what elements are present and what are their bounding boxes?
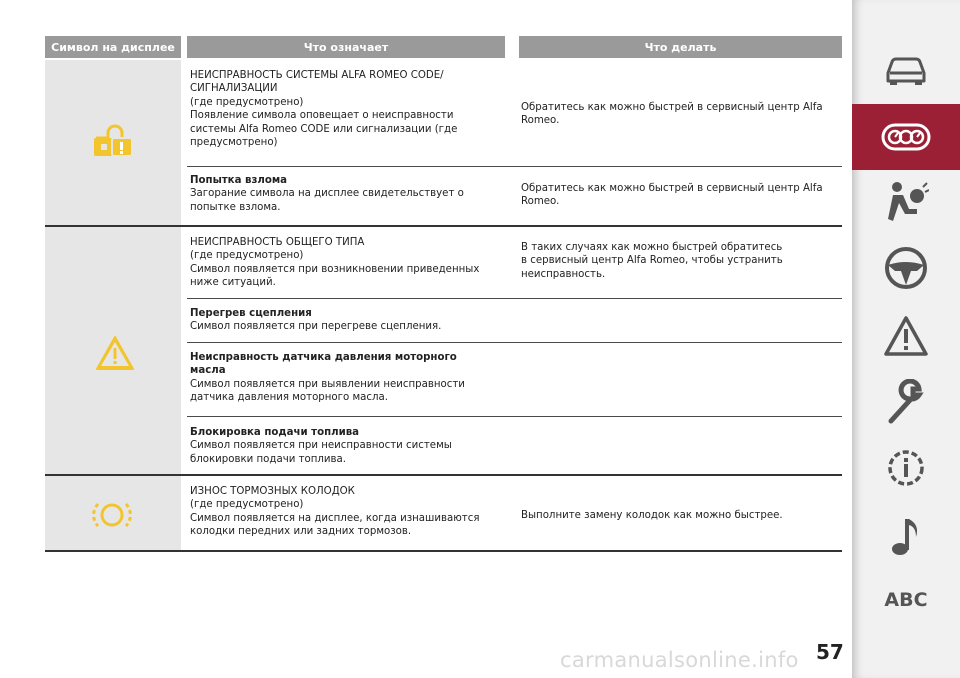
row-security-line: системы Alfa Romeo CODE или сигнализации (где — [190, 123, 458, 135]
info-gear-icon[interactable] — [876, 438, 936, 498]
row-divider — [187, 298, 842, 299]
row-oil-sensor-title: масла — [190, 365, 226, 377]
row-fuel-cutoff-line: Символ появляется при неисправности системы — [190, 440, 452, 452]
row-general-line: Символ появляется при возникновении приведенных — [190, 263, 480, 275]
page-number: 57 — [816, 640, 844, 664]
row-divider — [187, 166, 842, 167]
row-security-title: НЕИСПРАВНОСТЬ СИСТЕМЫ ALFA ROMEO CODE/СИГНАЛИЗАЦИИ — [190, 70, 444, 95]
index-abc-link[interactable]: ABC — [884, 589, 928, 611]
group-divider — [45, 225, 842, 227]
row-general-line: (где предусмотрено) — [190, 250, 304, 262]
steering-wheel-icon[interactable] — [876, 238, 936, 298]
row-brake-line: (где предусмотрено) — [190, 499, 304, 511]
car-icon[interactable] — [876, 40, 936, 100]
chapter-sidebar — [852, 0, 960, 678]
row-break-in-line: попытке взлома. — [190, 201, 281, 213]
row-brake-line: Символ появляется на дисплее, когда изнашиваются — [190, 512, 480, 524]
header-action: Что делать — [519, 36, 842, 58]
row-general-action-line: неисправность. — [521, 268, 606, 280]
group-divider — [45, 474, 842, 476]
brake-pad-wear-icon — [88, 498, 136, 532]
header-meaning: Что означает — [187, 36, 505, 58]
row-security-line: (где предусмотрено) — [190, 96, 304, 108]
row-brake-meaning — [190, 485, 508, 539]
row-break-in-meaning — [190, 174, 508, 214]
row-clutch-meaning — [190, 307, 508, 334]
row-brake-title: ИЗНОС ТОРМОЗНЫХ КОЛОДОК — [190, 486, 355, 497]
row-break-in-title: Попытка взлома — [190, 175, 288, 186]
row-general-action-line: в сервисный центр Alfa Romeo, чтобы устранить — [521, 255, 783, 267]
row-oil-sensor-line: Символ появляется при выявлении неисправности — [190, 378, 465, 390]
warning-triangle-icon — [95, 335, 135, 371]
dashboard-icon[interactable] — [852, 104, 960, 170]
row-general-action — [521, 241, 843, 281]
row-brake-action: Выполните замену колодок как можно быстрее. — [521, 510, 783, 521]
row-clutch-line: Символ появляется при перегреве сцепления. — [190, 321, 442, 333]
lock-warning-icon — [90, 124, 136, 160]
table-bottom-border — [45, 550, 842, 552]
row-divider — [187, 342, 842, 343]
row-general-title: НЕИСПРАВНОСТЬ ОБЩЕГО ТИПА — [190, 237, 365, 248]
row-oil-sensor-line: датчика давления моторного масла. — [190, 392, 389, 404]
row-general-line: ниже ситуаций. — [190, 277, 276, 289]
row-fuel-cutoff-meaning — [190, 426, 508, 466]
row-oil-sensor-meaning — [190, 351, 508, 405]
row-security-line: предусмотрено) — [190, 137, 278, 149]
row-brake-line: колодки передних или задних тормозов. — [190, 526, 412, 538]
row-security-meaning — [190, 69, 508, 149]
warning-triangle-icon[interactable] — [876, 306, 936, 366]
music-note-icon[interactable] — [876, 506, 936, 566]
row-general-meaning — [190, 236, 508, 290]
row-fuel-cutoff-line: блокировки подачи топлива. — [190, 453, 347, 465]
row-fuel-cutoff-title: Блокировка подачи топлива — [190, 427, 360, 438]
watermark: carmanualsonline.info — [560, 648, 799, 672]
row-general-action-line: В таких случаях как можно быстрей обратитесь — [521, 242, 783, 253]
wrench-icon[interactable] — [876, 372, 936, 432]
header-symbol: Символ на дисплее — [45, 36, 181, 58]
row-clutch-title: Перегрев сцепления — [190, 308, 312, 319]
row-divider — [187, 416, 842, 417]
row-oil-sensor-title: Неисправность датчика давления моторного — [190, 352, 457, 363]
row-security-line: Появление символа оповещает о неисправности — [190, 110, 454, 122]
row-break-in-line: Загорание символа на дисплее свидетельствует о — [190, 188, 464, 200]
airbag-person-icon[interactable] — [876, 172, 936, 232]
row-security-action: Обратитесь как можно быстрей в сервисный центр Alfa Romeo. — [521, 102, 823, 127]
row-break-in-action: Обратитесь как можно быстрей в сервисный центр Alfa Romeo. — [521, 183, 823, 208]
